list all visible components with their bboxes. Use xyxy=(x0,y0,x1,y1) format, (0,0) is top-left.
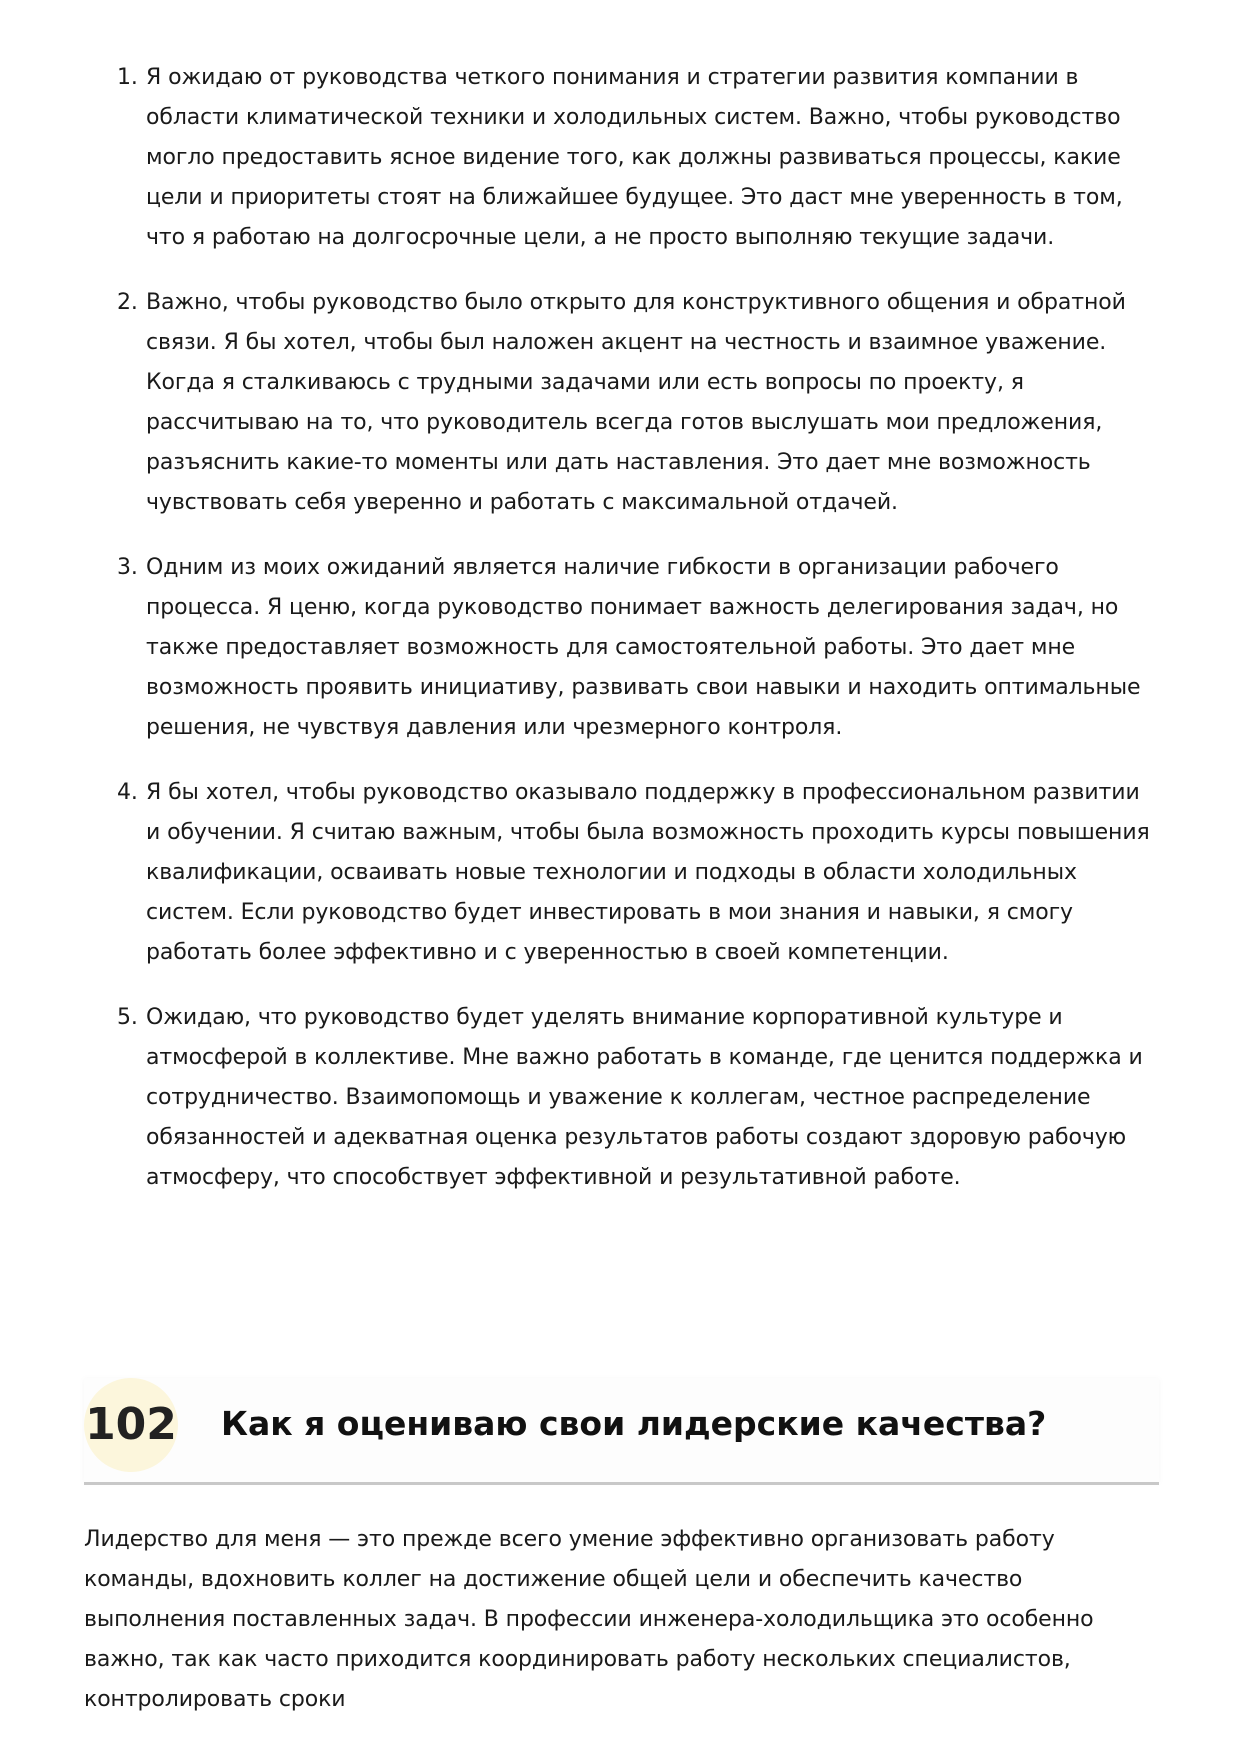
list-item xyxy=(84,58,1159,258)
list-item-text: Важно, чтобы руководство было открыто для конструктивного общения и обратной связи. Я бы хотел, чтобы был наложен акцент на честность и взаимное уважение. Когда я сталкиваюсь с трудными задачами или есть вопросы по проекту, я рассчитываю на то, что руководитель всегда готов выслушать мои предложения, разъяснить какие-то моменты или дать наставления. Это дает мне возможность чувствовать себя уверенно и работать с максимальной отдачей. xyxy=(146,290,1126,515)
list-item-text: Я бы хотел, чтобы руководство оказывало поддержку в профессиональном развитии и обучении. Я считаю важным, чтобы была возможность проходить курсы повышения квалификации, осваивать новые технологии и подходы в области холодильных систем. Если руководство будет инвестировать в мои знания и навыки, я смогу работать более эффективно и с уверенностью в своей компетенции. xyxy=(146,780,1150,965)
section-title: Как я оцениваю свои лидерские качества? xyxy=(221,1404,1047,1443)
answers-list xyxy=(84,58,1159,1223)
list-item xyxy=(84,998,1159,1198)
list-item-number: 1. xyxy=(117,65,138,90)
section-number-badge: 102 xyxy=(84,1378,178,1472)
section-header xyxy=(84,1378,1159,1482)
list-item xyxy=(84,548,1159,748)
list-item-number: 4. xyxy=(117,780,138,805)
list-item-text: Я ожидаю от руководства четкого понимания и стратегии развития компании в области климатической техники и холодильных систем. Важно, чтобы руководство могло предоставить ясное видение того, как должны развиваться процессы, какие цели и приоритеты стоят на ближайшее будущее. Это даст мне уверенность в том, что я работаю на долгосрочные цели, а не просто выполняю текущие задачи. xyxy=(146,65,1123,250)
list-item-number: 2. xyxy=(117,290,138,315)
list-item xyxy=(84,773,1159,973)
list-item-text: Одним из моих ожиданий является наличие гибкости в организации рабочего процесса. Я ценю, когда руководство понимает важность делегирования задач, но также предоставляет возможность для самостоятельной работы. Это дает мне возможность проявить инициативу, развивать свои навыки и находить оптимальные решения, не чувствуя давления или чрезмерного контроля. xyxy=(146,555,1141,740)
list-item-text: Ожидаю, что руководство будет уделять внимание корпоративной культуре и атмосферой в коллективе. Мне важно работать в команде, где ценится поддержка и сотрудничество. Взаимопомощь и уважение к коллегам, честное распределение обязанностей и адекватная оценка результатов работы создают здоровую рабочую атмосферу, что способствует эффективной и результативной работе. xyxy=(146,1005,1143,1190)
list-item xyxy=(84,283,1159,523)
list-item-number: 3. xyxy=(117,555,138,580)
body-paragraph: Лидерство для меня — это прежде всего умение эффективно организовать работу команды, вдохновить коллег на достижение общей цели и обеспечить качество выполнения поставленных задач. В профессии инженера-холодильщика это особенно важно, так как часто приходится координировать работу нескольких специалистов, контролировать сроки xyxy=(84,1527,1094,1712)
section-divider xyxy=(84,1482,1159,1485)
list-item-number: 5. xyxy=(117,1005,138,1030)
